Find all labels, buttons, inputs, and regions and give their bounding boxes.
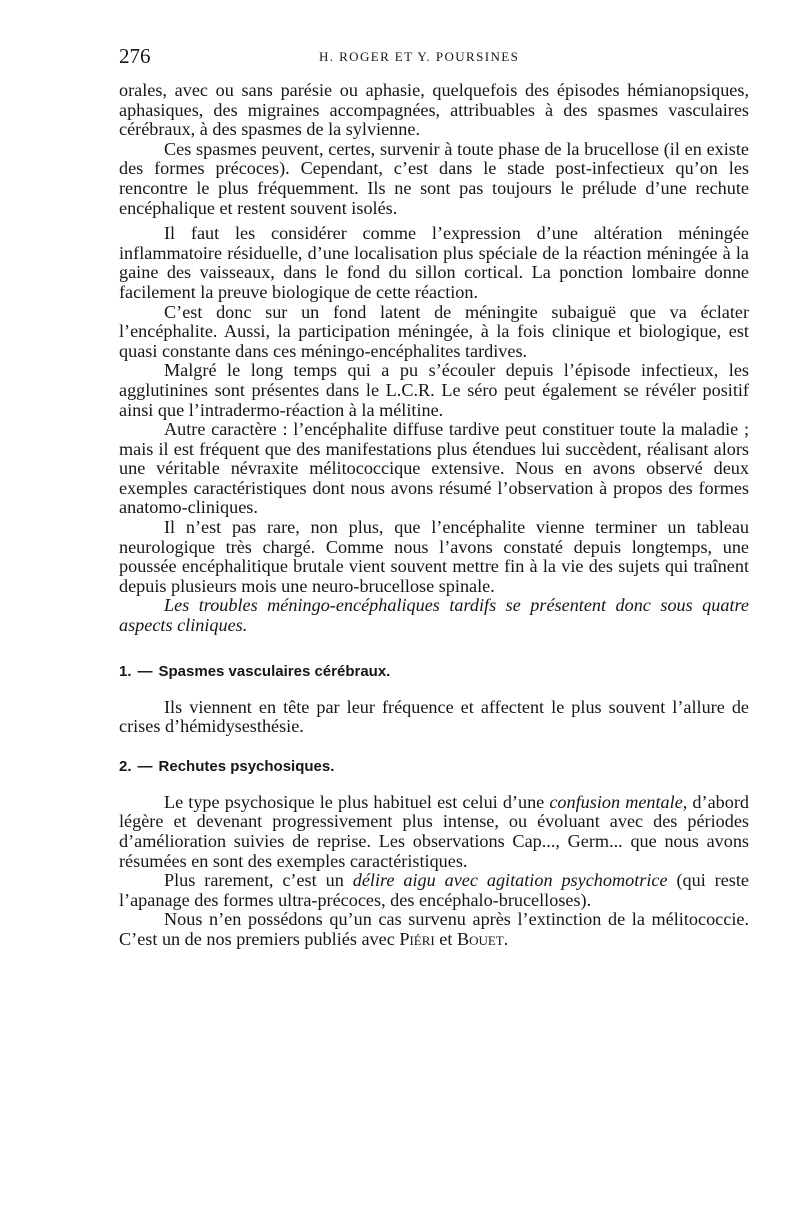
section-title: Rechutes psychosiques.	[158, 757, 335, 775]
text-run: .	[503, 928, 509, 949]
paragraph: Ils viennent en tête par leur fréquence et affectent le plus souvent l’allure de crises d’hémidysesthésie.	[119, 696, 749, 737]
paragraph: C’est donc sur un fond latent de méningite subaiguë que va éclater l’encéphalite. Aussi, la participation méningée, à la fois clinique et biologique, est quasi constante dans ces méningo-encéphalites tardives.	[119, 301, 749, 361]
text-run: Le type psychosique le plus habituel est celui d’une	[164, 791, 550, 812]
text-run: et	[434, 928, 457, 949]
text-run: Nous n’en possédons qu’un cas survenu après l’extinction de la mélitococcie. C’est un de nos premiers publiés avec	[119, 909, 749, 949]
paragraph: Ces spasmes peuvent, certes, survenir à toute phase de la brucellose (il en existe des formes précoces). Cependant, c’est dans le stade post-infectieux qu’on les rencontre le plus fréquemment. Ils ne sont pas toujours le prélude d’une rechute encéphalique et restent souvent isolés.	[119, 138, 749, 218]
text-run: Plus rarement, c’est un	[164, 870, 353, 891]
page-header	[119, 44, 749, 74]
paragraph: Il n’est pas rare, non plus, que l’encéphalite vienne terminer un tableau neurologique très chargé. Comme nous l’avons constaté depuis longtemps, une poussée encéphalitique brutale vient souvent mettre fin à la vie des sujets qui traînent depuis plusieurs mois une neuro-brucellose spinale.	[119, 517, 749, 596]
author-name: Piéri	[399, 928, 435, 949]
section-dash: —	[137, 662, 153, 680]
italic-text: délire aigu avec agitation psychomotrice	[352, 870, 668, 891]
text-run: (qui reste l’apanage des formes ultra-précoces, des encéphalo-brucelloses).	[119, 870, 749, 910]
paragraph	[119, 910, 749, 949]
section-number: 1.	[119, 662, 132, 680]
running-head: H. ROGER ET Y. POURSINES	[319, 49, 520, 64]
paragraph: Autre caractère : l’encéphalite diffuse tardive peut constituer toute la maladie ; mais il est fréquent que des manifestations plus étendues lui succèdent, réalisant alors une véritable névraxite mélitococcique extensive. Nous en avons observé deux exemples caractéristiques dont nous avons résumé l’observation à propos des formes anatomo-cliniques.	[119, 419, 749, 518]
paragraph-italic	[119, 596, 749, 635]
author-name: Bouet	[456, 928, 504, 949]
paragraph: Il faut les considérer comme l’expression d’une altération méningée inflammatoire résiduelle, d’une localisation plus spéciale de la réaction méningée à la gaine des vaisseaux, dans le fond du sillon cortical. La ponction lombaire donne facilement la preuve biologique de cette réaction.	[119, 223, 749, 302]
section-dash: —	[137, 757, 153, 775]
paragraph: orales, avec ou sans parésie ou aphasie, quelquefois des épisodes hémianopsiques, aphasiques, des migraines accompagnées, attribuables à des spasmes vasculaires cérébraux, à des spasmes de la sylvienne.	[119, 80, 749, 140]
paragraph	[119, 793, 749, 871]
section-heading-2	[119, 757, 749, 777]
page-number: 276	[119, 44, 151, 68]
italic-text: confusion mentale,	[549, 791, 688, 812]
body-text	[119, 81, 749, 950]
italic-text: Les troubles méningo-encéphaliques tardifs se présentent donc sous quatre aspects cliniques.	[119, 595, 749, 636]
section-heading-1	[119, 662, 749, 682]
text-run: d’abord légère et devenant progressivement plus intense, ou évoluant avec des périodes d’amélioration suivies de reprise. Les observations Cap..., Germ... que nous avons résumées en sont des exemples caractéristiques.	[119, 791, 749, 871]
paragraph	[119, 871, 749, 910]
section-number: 2.	[119, 757, 132, 775]
section-title: Spasmes vasculaires cérébraux.	[158, 662, 391, 680]
paragraph: Malgré le long temps qui a pu s’écouler depuis l’épisode infectieux, les agglutinines sont présentes dans le L.C.R. Le séro peut également se révéler positif ainsi que l’intradermo-réaction à la mélitine.	[119, 360, 749, 420]
